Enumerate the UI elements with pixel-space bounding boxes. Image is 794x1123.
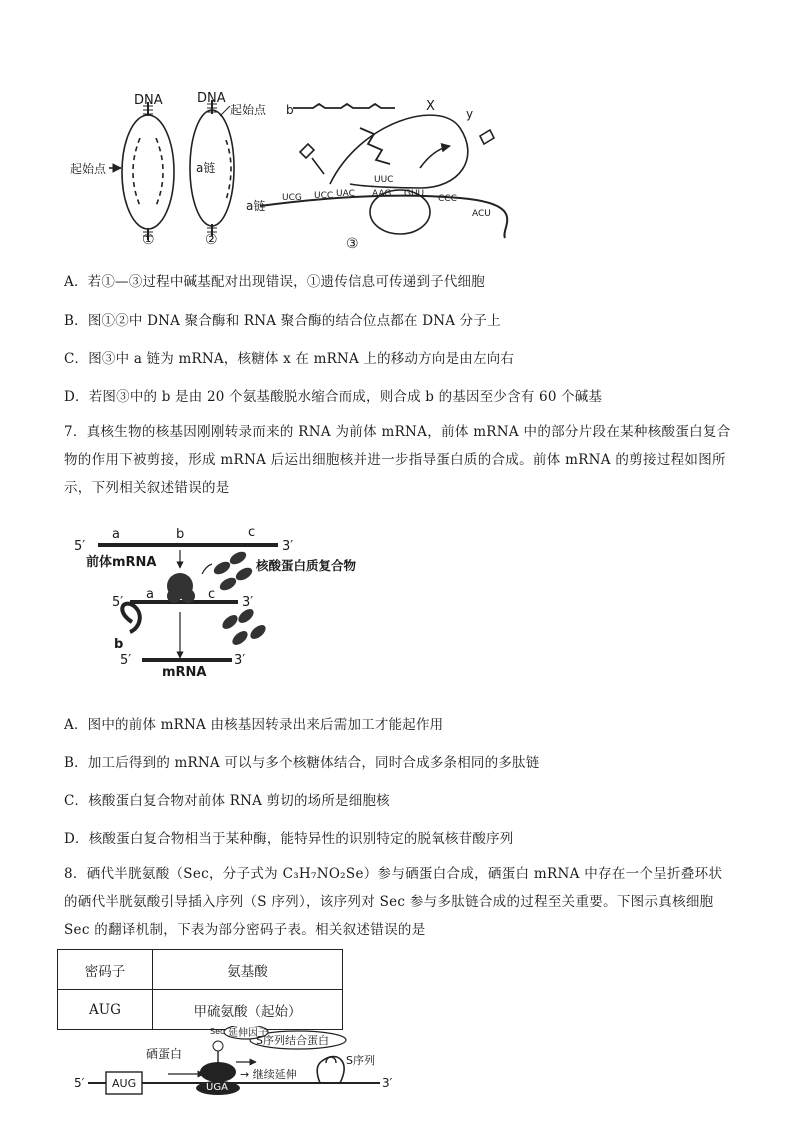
- mrna-label: mRNA: [162, 665, 207, 680]
- codon-ccc: CCC: [438, 194, 457, 204]
- loop-b: b: [114, 637, 124, 652]
- q7-option-d: D．核酸蛋白复合物相当于某种酶，能特异性的识别特定的脱氧核苷酸序列: [64, 831, 514, 847]
- q7-option-c: C．核酸蛋白复合物对前体 RNA 剪切的场所是细胞核: [64, 793, 390, 809]
- table-header-cell: 氨基酸: [153, 950, 343, 990]
- q7-option-a: A．图中的前体 mRNA 由核基因转录出来后需加工才能起作用: [64, 717, 444, 733]
- figure-splicing: [70, 520, 390, 682]
- selenoprotein-label: 硒蛋白: [146, 1047, 183, 1061]
- s-binding-protein: S序列结合蛋白: [256, 1034, 329, 1047]
- figure-number-1: ①: [142, 232, 155, 248]
- figure-number-2: ②: [205, 232, 218, 248]
- table-cell: 甲硫氨酸（起始）: [153, 990, 343, 1030]
- three-prime: 3′: [382, 1076, 393, 1090]
- figure-dna-processes: [60, 88, 510, 250]
- five-prime-1: 5′: [74, 539, 86, 554]
- figure-number-3: ③: [346, 236, 359, 250]
- q7-option-b: B．加工后得到的 mRNA 可以与多个核糖体结合，同时合成多条相同的多肽链: [64, 755, 540, 771]
- s-sequence: S序列: [346, 1054, 375, 1067]
- codon-aag: AAG: [372, 189, 392, 199]
- segment-c: c: [248, 525, 256, 540]
- segment-a2: a: [146, 587, 154, 602]
- codon-guu: GUU: [404, 189, 425, 199]
- dna-label-2: DNA: [197, 91, 226, 106]
- origin-label-top: 起始点: [230, 103, 267, 117]
- a-chain-left: a链: [246, 199, 266, 213]
- a-chain-inner: a链: [196, 161, 216, 175]
- five-prime-3: 5′: [120, 653, 132, 668]
- three-prime-3: 3′: [234, 653, 246, 668]
- q6-option-c: C．图③中 a 链为 mRNA，核糖体 x 在 mRNA 上的移动方向是由左向右: [64, 351, 515, 367]
- three-prime-1: 3′: [282, 539, 294, 554]
- aug-box: AUG: [112, 1077, 137, 1090]
- table-header-cell: 密码子: [58, 950, 153, 990]
- label-x: X: [426, 99, 435, 114]
- complex-label: 核酸蛋白质复合物: [256, 558, 357, 573]
- dna-label-1: DNA: [134, 93, 163, 108]
- label-b: b: [286, 103, 294, 117]
- five-prime: 5′: [74, 1076, 85, 1090]
- codon-uac: UAC: [336, 189, 355, 199]
- origin-label-left: 起始点: [70, 162, 107, 176]
- uga-codon: UGA: [206, 1082, 228, 1093]
- q6-option-b: B．图①②中 DNA 聚合酶和 RNA 聚合酶的结合位点都在 DNA 分子上: [64, 313, 501, 329]
- segment-b: b: [176, 527, 185, 542]
- codon-ucg: UCG: [282, 193, 302, 203]
- segment-a: a: [112, 527, 120, 542]
- table-row: [58, 950, 343, 990]
- three-prime-2: 3′: [242, 595, 254, 610]
- codon-ucc: UCC: [314, 191, 334, 201]
- elongation-factor: 延伸因子: [228, 1028, 268, 1039]
- figure-sec-translation: [60, 1026, 400, 1096]
- anticodon-uuc: UUC: [374, 175, 394, 185]
- q7-stem: 7．真核生物的核基因刚刚转录而来的 RNA 为前体 mRNA，前体 mRNA 中的部分片段在某种核酸蛋白复合物的作用下被剪接，形成 mRNA 后运出细胞核并进一步指导蛋白质的合成。前体 mRNA 的剪接过程如图所示，下列相关叙述错误的是: [64, 424, 731, 496]
- q6-option-d: D．若图③中的 b 是由 20 个氨基酸脱水缩合而成，则合成 b 的基因至少含有 60 个碱基: [64, 389, 603, 405]
- sec-label: Sec: [210, 1027, 225, 1036]
- q8-stem: 8．硒代半胱氨酸（Sec，分子式为 C₃H₇NO₂Se）参与硒蛋白合成，硒蛋白 mRNA 中存在一个呈折叠环状的硒代半胱氨酸引导插入序列（S 序列），该序列对 Sec 参与多肽链合成的过程至关重要。下图示真核细胞 Sec 的翻译机制，下表为部分密码子表。相关叙述错误的是: [64, 866, 723, 938]
- label-y: y: [466, 107, 474, 121]
- continue-elongation: → 继续延伸: [240, 1068, 297, 1081]
- five-prime-2: 5′: [112, 595, 124, 610]
- table-cell: AUG: [58, 990, 153, 1030]
- pre-mrna-label: 前体mRNA: [86, 555, 157, 570]
- table-row: [58, 990, 343, 1030]
- codon-acu: ACU: [472, 209, 491, 219]
- q6-option-a: A．若①—③过程中碱基配对出现错误，①遗传信息可传递到子代细胞: [64, 274, 485, 290]
- segment-c2: c: [208, 587, 216, 602]
- codon-table: [57, 949, 343, 1030]
